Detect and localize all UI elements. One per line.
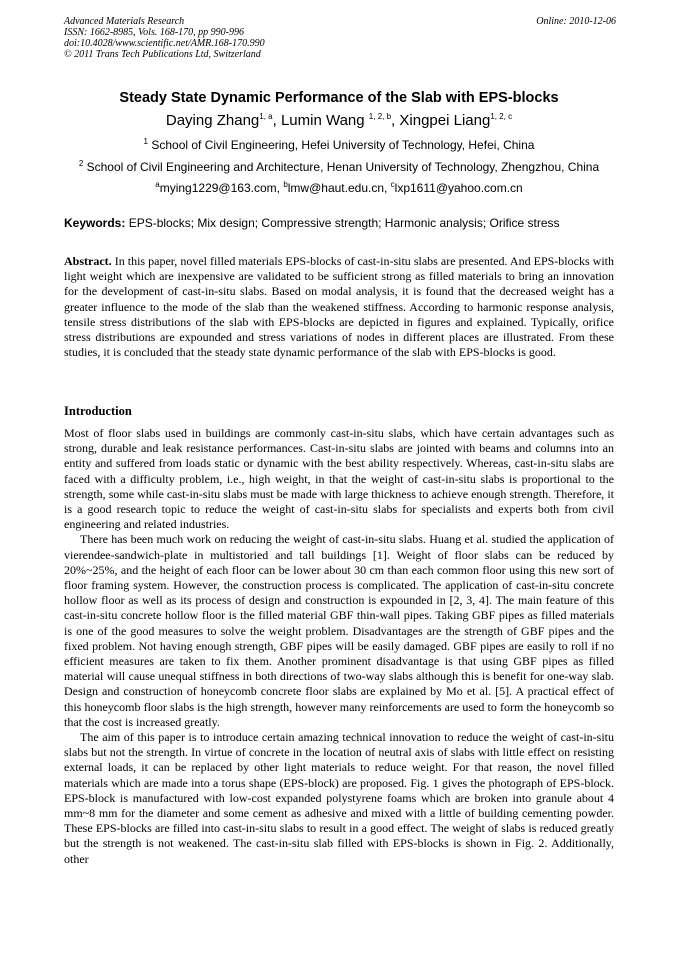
abstract-paragraph — [64, 254, 614, 360]
affiliation-2 — [0, 160, 678, 174]
email-list: $^a$mying1229@163.com, $^b$lmw@haut.edu.cn, $^c$lxp1611@yahoo.com.cn — [155, 180, 523, 195]
affiliation-1 — [0, 138, 678, 152]
doi-line: doi:10.4028/www.scientific.net/AMR.168-170.990 — [64, 38, 265, 49]
author-sup: 1, 2, b — [368, 112, 392, 121]
abstract-section — [64, 254, 614, 360]
journal-name: Advanced Materials Research — [64, 16, 185, 27]
author-name: Daying Zhang — [165, 112, 260, 129]
keywords-line — [64, 216, 624, 230]
author-name: Lumin Wang — [280, 112, 365, 129]
intro-paragraph-3: The aim of this paper is to introduce certain amazing technical innovation to reduce the weight of cast-in-situ slabs but not the strength. In virtue of concrete in the location of neutral axis of slabs with little effect on resisting external loads, it can be replaced by other light materials to reduce weight. For that reason, the novel filled materials which are made into a torus shape (EPS-block) are proposed. Fig. 1 gives the photograph of EPS-block. EPS-block is manufactured with low-cost expanded polystyrene foams which are broken into granule about 4 mm~8 mm for the diameter and some cement as adhesive and mixed with a little of building cementing powder. These EPS-blocks are filled into cast-in-situ slabs to result in a good effect. The weight of slabs is reduced greatly but the strength is not weakened. The cast-in-situ slab filled with EPS-blocks is shown in Fig. 2. Additionally, other — [64, 730, 614, 866]
online-date: Online: 2010-12-06 — [536, 16, 616, 27]
copyright-line: © 2011 Trans Tech Publications Ltd, Switzerland — [64, 49, 261, 60]
email-sup: b — [283, 180, 288, 189]
abstract-text: In this paper, novel filled materials EPS-blocks of cast-in-situ slabs are presented. And EPS-blocks with light weight which are inexpensive are validated to be sufficient strong as filled materials to bring an innovation for the development of cast-in-situ slabs. Based on modal analysis, it is found that the decreased weight has a greater influence to the mode of the slab than the weakened stiffness. According to harmonic response analysis, tensile stress distributions of the slab with EPS-blocks are depicted in figures and explained. Typically, orifice stress distributions are expounded and stress variations of nodes in different places are illustrated. From these studies, it is concluded that the steady state dynamic performance of the slab with EPS-blocks is good. — [64, 254, 614, 360]
journal-header — [64, 16, 616, 60]
author-sup: 1, 2, c — [490, 112, 513, 121]
introduction-section — [64, 426, 614, 867]
introduction-heading: Introduction — [64, 404, 132, 418]
affiliation-text: School of Civil Engineering and Architecture, Henan University of Technology, Zhengzhou, China — [86, 160, 600, 174]
email-sup: c — [390, 180, 395, 189]
author-name: Xingpei Liang — [399, 112, 491, 129]
keywords-label: Keywords: — [64, 216, 126, 230]
affiliation-text: School of Civil Engineering, Hefei University of Technology, Hefei, China — [151, 138, 535, 152]
abstract-label: Abstract. — [64, 254, 112, 268]
email-c[interactable]: lxp1611@yahoo.com.cn — [394, 181, 523, 195]
intro-paragraph-2: There has been much work on reducing the weight of cast-in-situ slabs. Huang et al. studied the application of vierendee-sandwich-plate in multistoried and tall buildings [1]. Weight of floor slabs can be reduced by 20%~25%, and the height of each floor can be lower about 30 cm than each common floor using this new sort of floor framing system. However, the construction process is complicated. The application of cast-in-situ concrete hollow floor as well as its process of design and construction is expounded in [2, 3, 4]. The main feature of this cast-in-situ concrete hollow floor is the filled material GBF thin-wall pipes. Taking GBF pipes as filled materials is one of the good measures to solve the weight problem. Disadvantages are the strength of GBF pipes and the fixed problem. Not having enough strength, GBF pipes will be easily damaged. GBF pipes are easily to roll if no efficient measures are taken to fix them. Another prominent disadvantage is that using GBF pipes as filled material will cause unequal stiffness in both directions of two-way slabs although this is benefit for one-way slab. Design and construction of honeycomb concrete floor slabs are explained by Mo et al. [5]. A practical effect of this honeycomb floor slabs is the high strength, however many reinforcements are used to form the honeycomb so that the cost is increased greatly. — [64, 532, 614, 729]
issn-line: ISSN: 1662-8985, Vols. 168-170, pp 990-996 — [64, 27, 244, 38]
intro-paragraph-1: Most of floor slabs used in buildings are commonly cast-in-situ slabs, which have certain advantages such as strong, durable and leak resistance performances. Cast-in-situ slabs are jointed with beams and columns into an entity and suffered from loads static or dynamic with the best ability respectively. Whereas, cast-in-situ slabs are faced with a difficulty problem, i.e., high weight, in that the weight of cast-in-situ slabs is proportional to the strength, some while cast-in-situ slabs must be made with large thickness to achieve enough strength. Therefore, it is a good research topic to reduce the weight of cast-in-situ slabs for specialists and experts both from civil engineering and related industries. — [64, 426, 614, 532]
email-b[interactable]: lmw@haut.edu.cn — [287, 181, 384, 195]
affiliation-sup: 1 — [143, 137, 148, 146]
affiliation-sup: 2 — [78, 159, 84, 168]
email-a[interactable]: mying1229@163.com — [159, 181, 277, 195]
keywords-text: EPS-blocks; Mix design; Compressive strength; Harmonic analysis; Orifice stress — [128, 216, 560, 230]
author-sup: 1, a — [259, 112, 273, 121]
paper-title: Steady State Dynamic Performance of the Slab with EPS-blocks — [119, 90, 559, 106]
author-list: Daying Zhang$^{1, a}$, Lumin Wang $^{1, 2, b}$, Xingpei Liang$^{1, 2, c}$ — [165, 112, 513, 129]
email-sup: a — [155, 180, 160, 189]
